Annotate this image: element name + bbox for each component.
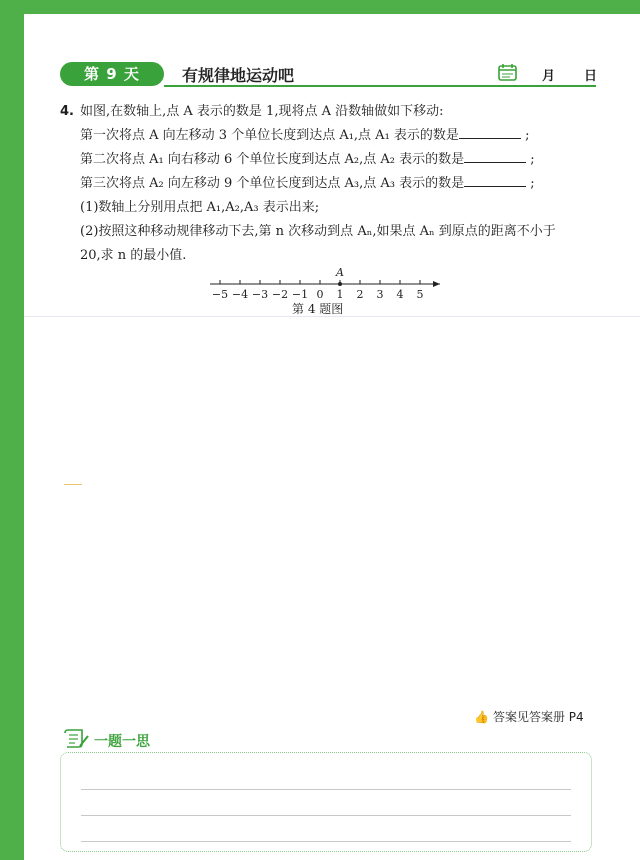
- problem-part-2: (2)按照这种移动规律移动下去,第 n 次移动到点 Aₙ,如果点 Aₙ 到原点的距离不小于: [80, 224, 556, 239]
- problem-4: [60, 100, 600, 268]
- faint-mark: [64, 484, 82, 485]
- number-line-tick-label: −5: [211, 288, 229, 301]
- number-line-tick-label: 5: [416, 288, 424, 301]
- writing-line: [81, 789, 571, 790]
- answer-reference: [474, 708, 584, 725]
- point-a-label: A: [336, 266, 344, 279]
- number-line-tick-label: 3: [376, 288, 384, 301]
- problem-line-move-1: 第一次将点 A 向左移动 3 个单位长度到达点 A₁,点 A₁ 表示的数是 ;: [60, 124, 600, 148]
- figure-caption: 第 4 题图: [292, 302, 344, 316]
- number-line-tick-label: −1: [291, 288, 309, 301]
- number-line-tick-label: 1: [336, 288, 344, 301]
- number-line-tick-label: 0: [316, 288, 324, 301]
- left-green-border: [0, 0, 24, 860]
- reflection-title: 一题一思: [94, 734, 150, 750]
- problem-line-intro: 如图,在数轴上,点 A 表示的数是 1,现将点 A 沿数轴做如下移动:: [80, 104, 444, 119]
- writing-line: [81, 841, 571, 842]
- answer-reference-text: 答案见答案册 P4: [492, 710, 584, 724]
- writing-line: [81, 815, 571, 816]
- top-green-border: [0, 0, 640, 14]
- answer-blank-2[interactable]: [464, 148, 526, 163]
- calendar-icon: [496, 62, 520, 82]
- problem-part-2-cont: 20,求 n 的最小值.: [80, 248, 187, 263]
- problem-number: 4.: [60, 104, 74, 119]
- problem-line-move-3: 第三次将点 A₂ 向左移动 9 个单位长度到达点 A₃,点 A₃ 表示的数是 ;: [60, 172, 600, 196]
- thumbs-up-icon: 👍: [474, 710, 489, 724]
- answer-blank-1[interactable]: [459, 124, 521, 139]
- reflection-writing-box[interactable]: [60, 752, 592, 852]
- point-a-marker: [338, 282, 342, 286]
- answer-blank-3[interactable]: [464, 172, 526, 187]
- number-line-tick-label: 4: [396, 288, 404, 301]
- number-line-tick-label: −2: [271, 288, 289, 301]
- number-line-tick-label: −3: [251, 288, 269, 301]
- number-line-arrow: [433, 281, 440, 287]
- number-line-tick-label: −4: [231, 288, 249, 301]
- day-label: 日: [584, 69, 598, 84]
- page-header: [60, 62, 596, 88]
- scroll-pen-icon: [62, 728, 90, 750]
- page-title: 有规律地运动吧: [182, 66, 295, 85]
- day-badge: 第 9 天: [60, 62, 164, 86]
- month-label: 月: [542, 69, 556, 84]
- number-line-tick-label: 2: [356, 288, 364, 301]
- page-fold-line: [24, 316, 640, 317]
- problem-part-1: (1)数轴上分别用点把 A₁,A₂,A₃ 表示出来;: [80, 200, 320, 215]
- problem-line-move-2: 第二次将点 A₁ 向右移动 6 个单位长度到达点 A₂,点 A₂ 表示的数是 ;: [60, 148, 600, 172]
